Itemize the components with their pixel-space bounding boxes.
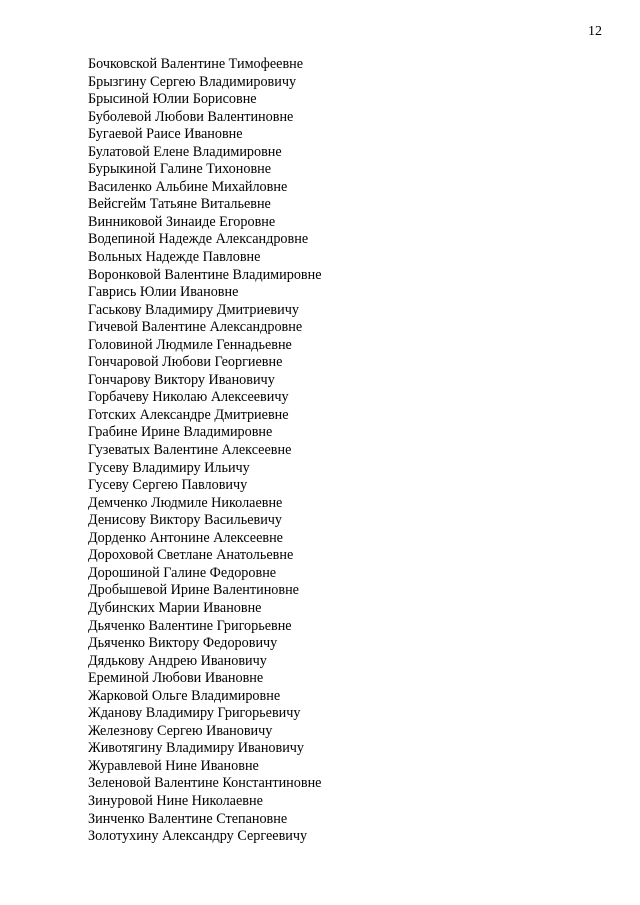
list-item: Гончаровой Любови Георгиевне: [88, 354, 283, 371]
list-item: Жданову Владимиру Григорьевичу: [88, 705, 301, 722]
list-item: Брысиной Юлии Борисовне: [88, 91, 257, 108]
list-item: Бочковской Валентине Тимофеевне: [88, 56, 304, 72]
list-item: Зинченко Валентине Степановне: [88, 810, 288, 827]
list-item: Гичевой Валентине Александровне: [88, 319, 303, 336]
list-item: Гусеву Владимиру Ильичу: [88, 459, 250, 476]
list-item: Демченко Людмиле Николаевне: [88, 494, 283, 511]
list-item: Дубинских Марии Ивановне: [88, 599, 262, 616]
list-item: Журавлевой Нине Ивановне: [88, 757, 259, 774]
list-item: Грабине Ирине Владимировне: [88, 424, 273, 441]
list-item: Животягину Владимиру Ивановичу: [88, 740, 305, 757]
list-item: Воронковой Валентине Владимировне: [88, 266, 322, 283]
list-item: Гузеватых Валентине Алексеевне: [88, 442, 292, 459]
list-item: Готских Александре Дмитриевне: [88, 406, 289, 423]
list-item: Дорошиной Галине Федоровне: [88, 564, 277, 581]
list-item: Василенко Альбине Михайловне: [88, 178, 288, 195]
list-item: Винниковой Зинаиде Егоровне: [88, 213, 276, 230]
list-item: Дорденко Антонине Алексеевне: [88, 529, 283, 546]
list-item: Бугаевой Раисе Ивановне: [88, 126, 243, 143]
list-item: Дьяченко Виктору Федоровичу: [88, 635, 278, 652]
list-item: Горбачеву Николаю Алексеевичу: [88, 389, 289, 406]
list-item: Булатовой Елене Владимировне: [88, 143, 282, 160]
list-item: Бурыкиной Галине Тихоновне: [88, 161, 272, 178]
list-item: Железнову Сергею Ивановичу: [88, 722, 273, 739]
list-item: Буболевой Любови Валентиновне: [88, 108, 294, 125]
list-item: Ереминой Любови Ивановне: [88, 670, 264, 687]
list-item: Дороховой Светлане Анатольевне: [88, 547, 294, 564]
list-item: Жарковой Ольге Владимировне: [88, 687, 281, 704]
list-item: Гаськову Владимиру Дмитриевичу: [88, 301, 299, 318]
page-number: 12: [588, 24, 602, 39]
list-item: Брызгину Сергею Владимировичу: [88, 73, 297, 90]
list-item: Зеленовой Валентине Константиновне: [88, 775, 322, 792]
list-item: Вольных Надежде Павловне: [88, 249, 261, 266]
list-item: Вейсгейм Татьяне Витальевне: [88, 196, 271, 213]
list-item: Золотухину Александру Сергеевичу: [88, 828, 308, 845]
list-item: Водепиной Надежде Александровне: [88, 231, 309, 248]
list-item: Дьяченко Валентине Григорьевне: [88, 617, 292, 634]
list-item: Гусеву Сергею Павловичу: [88, 477, 248, 494]
list-item: Зинуровой Нине Николаевне: [88, 792, 263, 809]
list-item: Гончарову Виктору Ивановичу: [88, 371, 275, 388]
list-item: Дробышевой Ирине Валентиновне: [88, 582, 299, 599]
list-item: Дядькову Андрею Ивановичу: [88, 652, 267, 669]
list-item: Денисову Виктору Васильевичу: [88, 512, 283, 529]
list-item: Головиной Людмиле Геннадьевне: [88, 336, 292, 353]
list-item: Гаврись Юлии Ивановне: [88, 284, 239, 301]
name-list: [88, 56, 322, 846]
